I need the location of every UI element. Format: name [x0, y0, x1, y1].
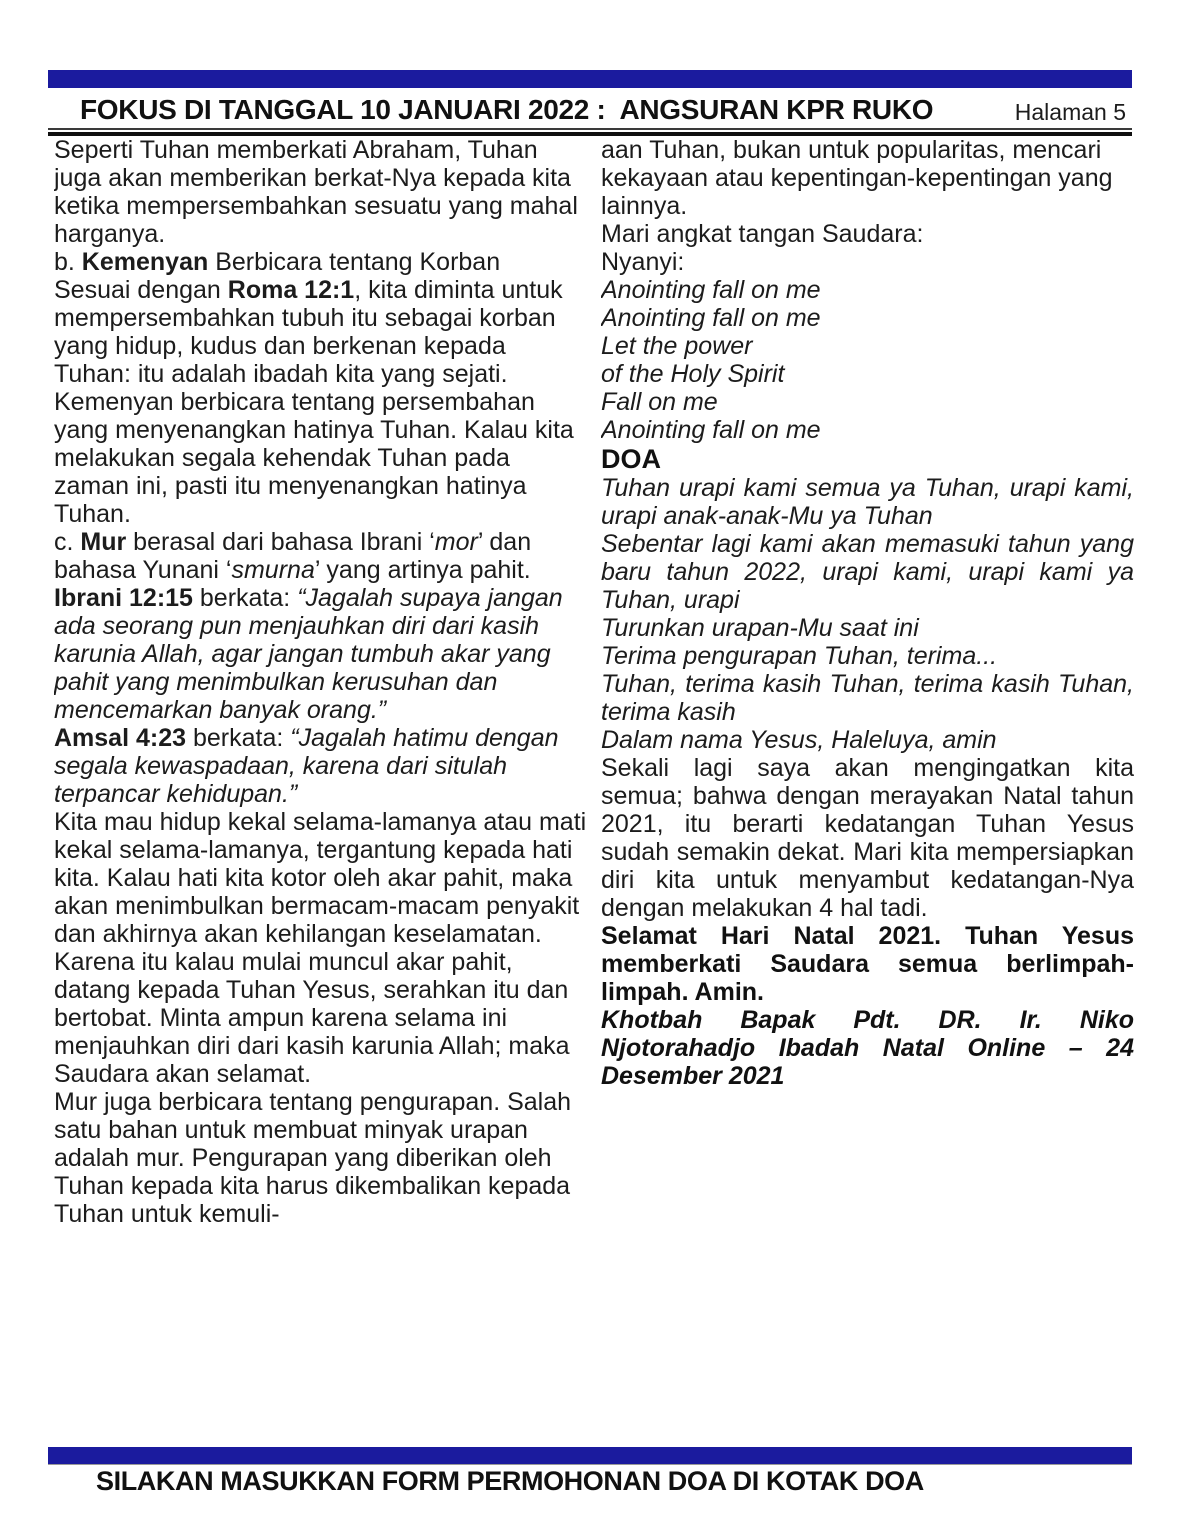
song-line: Fall on me — [601, 388, 718, 416]
article-body — [54, 136, 1134, 1447]
top-blue-bar — [48, 70, 1132, 88]
page-number-label: Halaman 5 — [1014, 99, 1126, 125]
prayer-line-2: Sebentar lagi kami akan memasuki tahun yang baru tahun 2022, urapi kami, urapi kami ya Tuhan, urapi — [601, 530, 1134, 614]
prayer-line-6: Dalam nama Yesus, Haleluya, amin — [601, 726, 997, 754]
paragraph-selamat-natal: Selamat Hari Natal 2021. Tuhan Yesus memberkati Saudara semua berlimpah-limpah. Amin. — [601, 922, 1134, 1006]
footer-notice: SILAKAN MASUKKAN FORM PERMOHONAN DOA DI KOTAK DOA — [96, 1466, 924, 1496]
paragraph-kemenyan-persembahan: Kemenyan berbicara tentang persembahan yang menyenangkan hatinya Tuhan. Kalau kita melakukan segala kehendak Tuhan pada zaman ini, pasti itu menyenangkan hatinya Tuhan. — [54, 388, 574, 528]
prayer-line-1: Tuhan urapi kami semua ya Tuhan, urapi kami, urapi anak-anak-Mu ya Tuhan — [601, 474, 1134, 530]
paragraph-amsal-4-23: Amsal 4:23 berkata: “Jagalah hatimu dengan segala kewaspadaan, karena dari situlah terpancar kehidupan.” — [54, 724, 559, 808]
paragraph-roma-12-1: Sesuai dengan Roma 12:1, kita diminta untuk mempersembahkan tubuh itu sebagai korban yang hidup, kudus dan berkenan kepada Tuhan: itu adalah ibadah kita yang sejati. — [54, 276, 563, 388]
right-column — [601, 136, 1134, 1447]
paragraph-mur-pengurapan: Mur juga berbicara tentang pengurapan. Salah satu bahan untuk membuat minyak urapan adalah mur. Pengurapan yang diberikan oleh Tuhan kepada kita harus dikembalikan kepada Tuhan untuk kemuli- — [54, 1088, 572, 1228]
left-column — [54, 136, 587, 1447]
song-line: Let the power — [601, 332, 753, 360]
paragraph-mari-angkat-tangan: Mari angkat tangan Saudara: — [601, 220, 924, 248]
paragraph-sekali-lagi: Sekali lagi saya akan mengingatkan kita semua; bahwa dengan merayakan Natal tahun 2021, itu berarti kedatangan Tuhan Yesus sudah semakin dekat. Mari kita mempersiapkan diri kita untuk menyambut kedatangan-Nya dengan melakukan 4 hal tadi. — [601, 754, 1134, 922]
paragraph-kemuliaan-continuation: aan Tuhan, bukan untuk popularitas, mencari kekayaan atau kepentingan-kepentingan yang lainnya. — [601, 136, 1113, 220]
heading-kemenyan: b. Kemenyan Berbicara tentang Korban — [54, 248, 501, 276]
paragraph-khotbah-credit: Khotbah Bapak Pdt. DR. Ir. Niko Njotorahadjo Ibadah Natal Online – 24 Desember 2021 — [601, 1006, 1134, 1090]
paragraph-ibrani-12-15: Ibrani 12:15 berkata: “Jagalah supaya jangan ada seorang pun menjauhkan diri dari kasih karunia Allah, agar jangan tumbuh akar yang pahit yang menimbulkan kerusuhan dan mencemarkan banyak orang.” — [54, 584, 563, 724]
paragraph-intro-abraham: Seperti Tuhan memberkati Abraham, Tuhan juga akan memberikan berkat-Nya kepada kita ketika mempersembahkan sesuatu yang mahal harganya. — [54, 136, 578, 248]
prayer-line-5: Tuhan, terima kasih Tuhan, terima kasih Tuhan, terima kasih — [601, 670, 1134, 726]
header-rule — [48, 128, 1132, 136]
heading-doa: DOA — [601, 444, 661, 474]
page-title: FOKUS DI TANGGAL 10 JANUARI 2022 : ANGSURAN KPR RUKO — [80, 94, 934, 125]
song-line: of the Holy Spirit — [601, 360, 785, 388]
paragraph-hidup-kekal: Kita mau hidup kekal selama-lamanya atau mati kekal selama-lamanya, tergantung kepada hati kita. Kalau hati kita kotor oleh akar pahit, maka akan menimbulkan bermacam-macam penyakit dan akhirnya akan kehilangan keselamatan. Karena itu kalau mulai muncul akar pahit, datang kepada Tuhan Yesus, serahkan itu dan bertobat. Minta ampun karena selama ini menjauhkan diri dari kasih karunia Allah; maka Saudara akan selamat. — [54, 808, 587, 1088]
song-lyrics — [601, 276, 1134, 444]
song-line: Anointing fall on me — [601, 276, 821, 304]
song-line: Anointing fall on me — [601, 416, 821, 444]
footer-blue-bar — [48, 1447, 1132, 1465]
song-line: Anointing fall on me — [601, 304, 821, 332]
label-nyanyi: Nyanyi: — [601, 248, 685, 276]
prayer-line-3: Turunkan urapan-Mu saat ini — [601, 614, 919, 642]
paragraph-mur-etymology: c. Mur berasal dari bahasa Ibrani ‘mor’ dan bahasa Yunani ‘smurna’ yang artinya pahit. — [54, 528, 532, 584]
page-header — [48, 90, 1132, 128]
prayer-line-4: Terima pengurapan Tuhan, terima... — [601, 642, 998, 670]
